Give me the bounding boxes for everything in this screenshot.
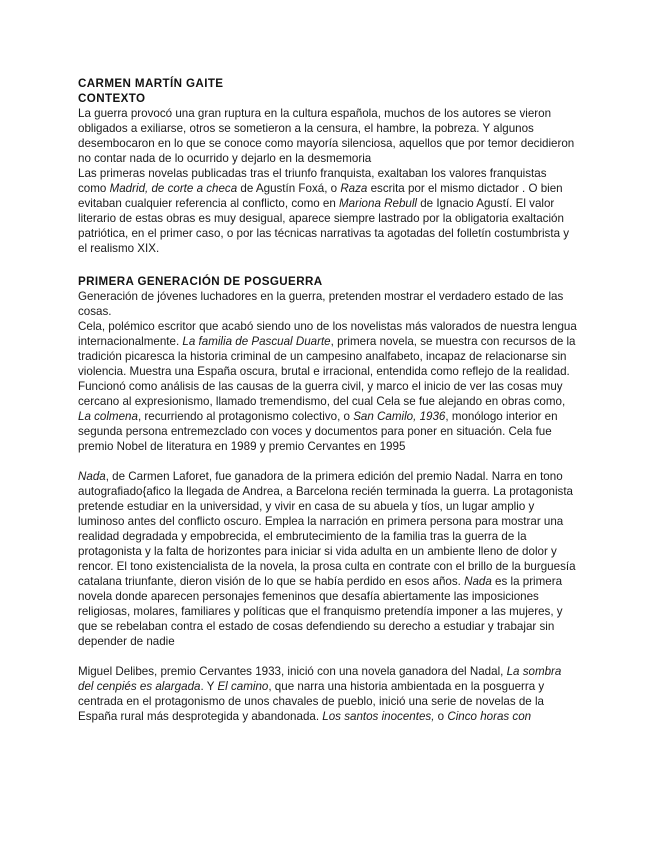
work-title: La familia de Pascual Duarte — [182, 335, 331, 348]
delibes-paragraph: Miguel Delibes, premio Cervantes 1933, inició con una novela ganadora del Nadal, La sombra del cenpiés es alargada. Y El camino, que narra una historia ambientada en la posguerra y centrada en el protagonismo de unos chavales de pueblo, inició una serie de novelas de la España rural más desprotegida y abandonada. Los santos inocentes, o Cinco horas con — [78, 665, 562, 723]
work-title: Madrid, de corte a checa — [109, 182, 238, 195]
nada-paragraph: Nada, de Carmen Laforet, fue ganadora de la primera edición del premio Nadal. Narra en tono autografiado{afico la llegada de Andrea, a Barcelona recién terminada la guerra. La protagonista pretende estudiar en la universidad, y vivir en casa de su abuela y tíos, un lugar amplio y luminoso antes del conflicto oscuro. Emplea la narración en primera persona para mostrar una realidad degradada y empobrecida, el embrutecimiento de la familia tras la guerra de la protagonista y la falta de horizontes para iniciar si vida adulta en un ambiente lleno de dolor y rencor. El tono existencialista de la novela, la prosa culta en contrate con el brillo de la burguesía catalana triunfante, dieron visión de lo que se había perdido en esos años. Nada es la primera novela donde aparecen personajes femeninos que desafía abiertamente las imposiciones religiosas, molares, familiares y políticas que el franquismo pretendía imponer a las mujeres, y que se rebelaban contra el estado de cosas defendiendo su derecho a estudiar y trabajar sin depender de nadie — [78, 470, 576, 648]
contexto-paragraph-1: La guerra provocó una gran ruptura en la cultura española, muchos de los autores se vieron obligados a exiliarse, otros se sometieron a la censura, el hambre, la pobreza. Y algunos desembocaron en lo que se conoce como mayoría silenciosa, aquellos que por temor decidieron no contar nada de lo ocurrido y dejarlo en la desmemoria — [78, 107, 575, 165]
section-heading-contexto: CONTEXTO — [78, 92, 146, 105]
work-title: La colmena — [78, 410, 138, 423]
work-title: Nada — [78, 470, 106, 483]
work-title: Cinco horas con — [447, 710, 532, 723]
work-title: Raza — [340, 182, 368, 195]
work-title: San Camilo, 1936 — [353, 410, 446, 423]
section-heading-primera-generacion: PRIMERA GENERACIÓN DE POSGUERRA — [78, 275, 323, 288]
contexto-paragraph-2: Las primeras novelas publicadas tras el triunfo franquista, exaltaban los valores franquistas como Madrid, de corte a checa de Agustín Foxá, o Raza escrita por el mismo dictador . O bien evitaban cualquier referencia al conflicto, como en Mariona Rebull de Ignacio Agustí. El valor literario de estas obras es muy desigual, aparece siempre lastrado por la obligatoria exaltación patriótica, en el primer caso, o por las técnicas narrativas ta agotadas del folletín costumbrista y el realismo XIX. — [78, 167, 570, 255]
work-title: La sombra del cenpiés es alargada — [78, 665, 562, 693]
work-title: Los santos inocentes, — [322, 710, 435, 723]
work-title: Mariona Rebull — [339, 197, 417, 210]
work-title: Nada — [464, 575, 492, 588]
cela-paragraph: Cela, polémico escritor que acabó siendo uno de los novelistas más valorados de nuestra lengua internacionalmente. La familia de Pascual Duarte, primera novela, se muestra con recursos de la tradición picaresca la historia criminal de un campesino analfabeto, incapaz de relacionarse sin violencia. Muestra una España oscura, brutal e irracional, entendida como reflejo de la realidad. Funcionó como análisis de las causas de la guerra civil, y marco el inicio de ver las cosas muy cercano al expresionismo, llamado tremendismo, del cual Cela se fue alejando en obras como, La colmena, recurriendo al protagonismo colectivo, o San Camilo, 1936, monólogo interior en segunda persona entremezclado con voces y documentos para poner en situación. Cela fue premio Nobel de literatura en 1989 y premio Cervantes en 1995 — [78, 320, 577, 453]
work-title: El camino — [217, 680, 269, 693]
document-content — [78, 76, 578, 724]
primera-paragraph-intro: Generación de jóvenes luchadores en la guerra, pretenden mostrar el verdadero estado de las cosas. — [78, 290, 564, 318]
author-title: CARMEN MARTÍN GAITE — [78, 77, 224, 90]
